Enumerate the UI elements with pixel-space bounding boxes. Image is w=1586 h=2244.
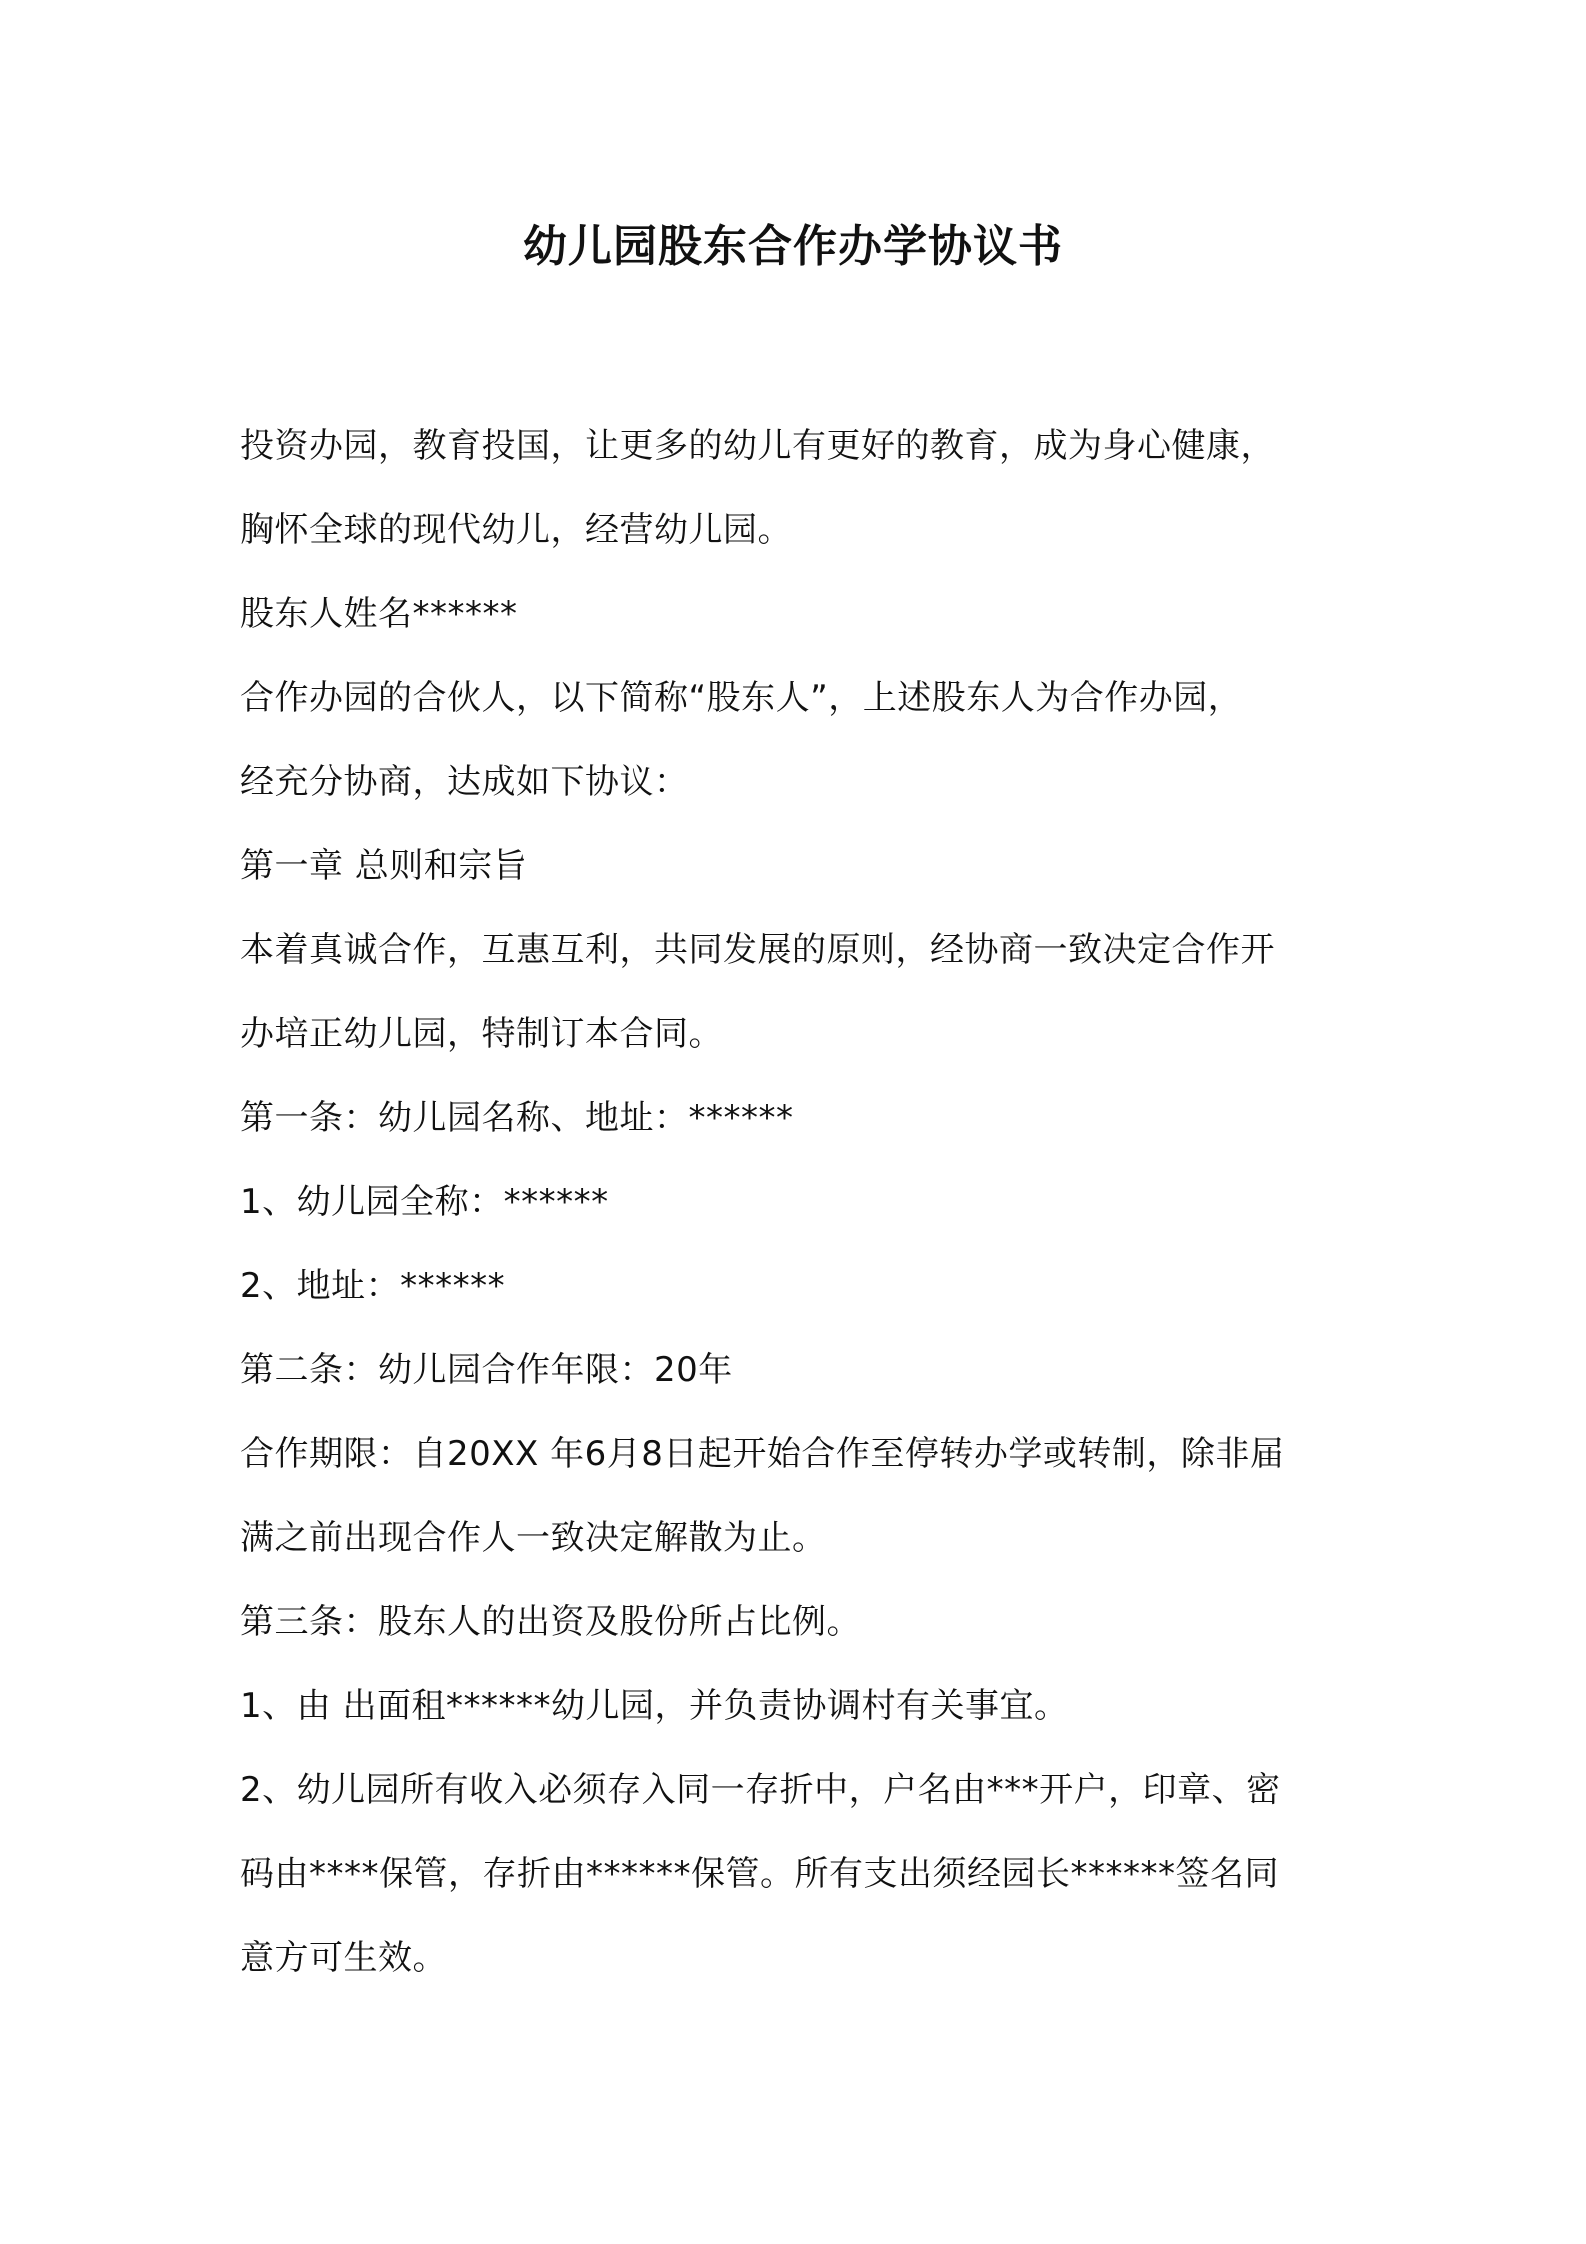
list-item: 1、幼儿园全称：****** — [240, 1182, 609, 1222]
paragraph-line: 投资办园，教育投国，让更多的幼儿有更好的教育，成为身心健康， — [240, 426, 1275, 466]
list-item: 2、幼儿园所有收入必须存入同一存折中，户名由***开户，印章、密 — [240, 1770, 1281, 1810]
article-heading: 第二条：幼儿园合作年限：20年 — [240, 1350, 733, 1390]
document-title: 幼儿园股东合作办学协议书 — [523, 221, 1063, 272]
paragraph-line: 本着真诚合作，互惠互利，共同发展的原则，经协商一致决定合作开 — [240, 930, 1275, 970]
paragraph-line: 合作办园的合伙人，以下简称“股东人”，上述股东人为合作办园， — [240, 678, 1243, 718]
document-body — [240, 404, 1360, 2000]
article-heading: 第三条：股东人的出资及股份所占比例。 — [240, 1602, 861, 1642]
paragraph-line: 满之前出现合作人一致决定解散为止。 — [240, 1518, 827, 1558]
paragraph-line: 胸怀全球的现代幼儿，经营幼儿园。 — [240, 510, 792, 550]
paragraph-line: 经充分协商，达成如下协议： — [240, 762, 689, 802]
shareholder-name-line: 股东人姓名****** — [240, 594, 518, 634]
chapter-heading: 第一章 总则和宗旨 — [240, 846, 528, 886]
paragraph-line: 合作期限：自20XX 年6月8日起开始合作至停转办学或转制，除非届 — [240, 1434, 1285, 1474]
paragraph-line: 办培正幼儿园，特制订本合同。 — [240, 1014, 723, 1054]
list-item: 码由****保管，存折由******保管。所有支出须经园长******签名同 — [240, 1854, 1279, 1894]
list-item: 1、由 出面租******幼儿园，并负责协调村有关事宜。 — [240, 1686, 1069, 1726]
list-item: 意方可生效。 — [240, 1938, 447, 1978]
article-heading: 第一条：幼儿园名称、地址：****** — [240, 1098, 794, 1138]
list-item: 2、地址：****** — [240, 1266, 506, 1306]
